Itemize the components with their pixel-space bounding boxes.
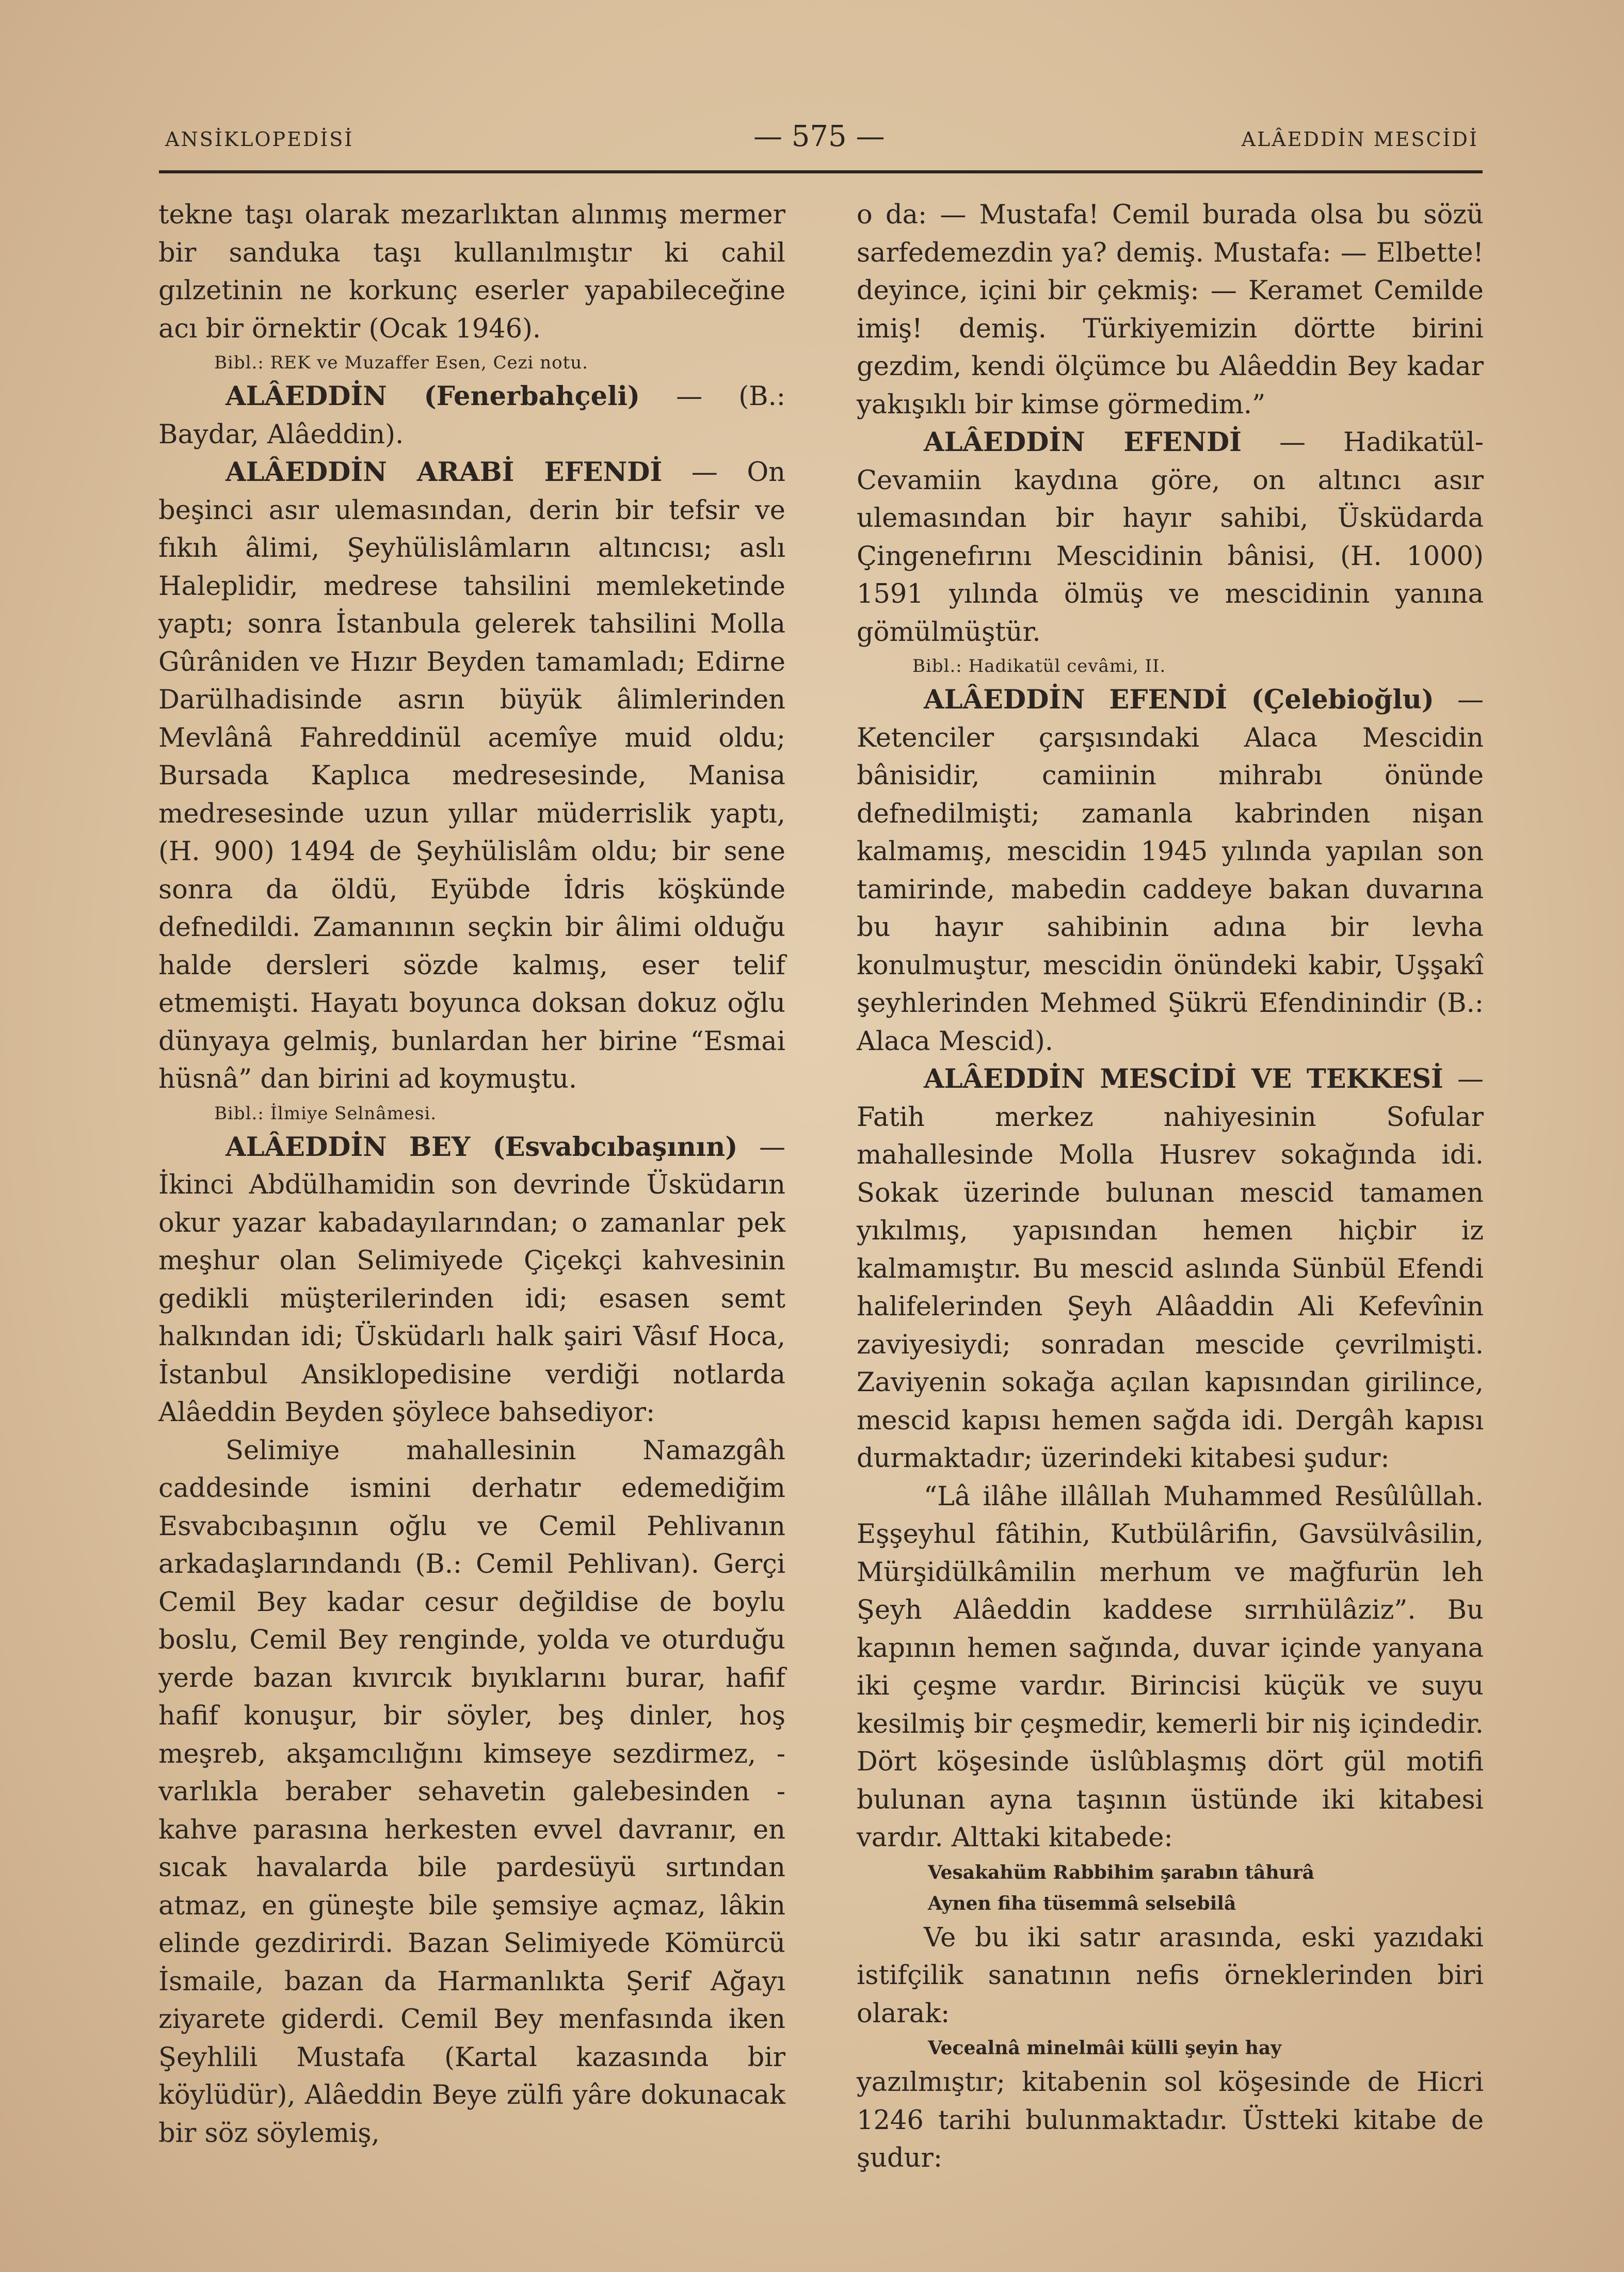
paragraph: Ve bu iki satır arasında, eski yazıdaki istifçilik sanatının nefis örneklerinden biri olarak:: [857, 1922, 1484, 2029]
entry-alaeddin-bey: [158, 1129, 785, 1432]
entry-body: — On beşinci asır ulemasından, derin bir tefsir ve fıkıh âlimi, Şeyhülislâmların altıncısı; aslı Haleplidir, medrese tahsilini memleketinde yaptı; sonra İstanbula gelerek tahsilini Molla Gûrâniden ve Hızır Beyden tamamladı; Edirne Darülhadisinde asrın büyük âlimlerinden Mevlânâ Fahreddinül acemîye muid oldu; Bursada Kaplıca medresesinde, Manisa medresesinde uzun yıllar müderrislik yaptı, (H. 900) 1494 de Şeyhülislâm oldu; bir sene sonra da öldü, Eyübde İdris köşkünde defnedildi. Zamanının seçkin bir âlimi olduğu halde dersleri sözde kalmış, eser telif etmemişti. Hayatı boyunca doksan dokuz oğlu dünyaya gelmiş, bunlardan her birine “Esmai hüsnâ” dan birini ad koymuştu.: [158, 457, 785, 1094]
inscription-verse: Vesakahüm Rabbihim şarabın tâhurâ: [928, 1861, 1314, 1883]
paragraph-continuation: o da: — Mustafa! Cemil burada olsa bu sözü sarfedemezdin ya? demiş. Mustafa: — Elbette! deyince, içini bir çekmiş: — Keramet Cemilde imiş! demiş. Türkiyemizin dörtte birini gezdim, kendi ölçümce bu Alâeddin Bey kadar yakışıklı bir kimse görmedim.”: [857, 200, 1484, 420]
entry-body: — (B.: Baydar, Alâeddin).: [158, 381, 785, 450]
entry-alaeddin-fenerbahceli: [158, 378, 785, 454]
entry-heading: ALÂEDDİN EFENDİ: [924, 427, 1242, 458]
entry-body: — Fatih merkez nahiyesinin Sofular mahallesinde Molla Husrev sokağında idi. Sokak üzerinde bulunan mescid tamamen yıkılmış, yapısından hemen hiçbir iz kalmamıştır. Bu mescid aslında Sünbül Efendi halifelerinden Şeyh Alâaddin Ali Kefevînin zaviyesiydi; sonradan mescide çevrilmişti. Zaviyenin sokağa açılan kapısından girilince, mescid kapısı hemen sağda idi. Dergâh kapısı durmaktadır; üzerindeki kitabesi şudur:: [857, 1064, 1484, 1474]
paragraph-final: yazılmıştır; kitabenin sol köşesinde de Hicri 1246 tarihi bulunmaktadır. Üstteki kitabe de şudur:: [857, 2067, 1484, 2173]
bibliography-note: Bibl.: İlmiye Selnâmesi.: [214, 1103, 437, 1124]
left-column: [158, 196, 785, 2152]
entry-heading: ALÂEDDİN EFENDİ (Çelebioğlu): [924, 684, 1434, 715]
header-right-title: ALÂEDDİN MESCİDİ: [1241, 128, 1478, 151]
page-number: — 575 —: [753, 120, 885, 153]
entry-heading: ALÂEDDİN BEY (Esvabcıbaşının): [226, 1131, 738, 1163]
entry-heading: ALÂEDDİN (Fenerbahçeli): [226, 381, 640, 412]
header-left-title: ANSİKLOPEDİSİ: [165, 128, 354, 151]
right-column: [857, 196, 1484, 2178]
entry-alaeddin-efendi: [857, 424, 1484, 651]
entry-alaeddin-arabi-efendi: [158, 454, 785, 1099]
inscription-verse: Aynen fiha tüsemmâ selsebilâ: [928, 1892, 1236, 1914]
bibliography-note: Bibl.: REK ve Muzaffer Esen, Cezi notu.: [214, 352, 588, 373]
running-header: [165, 120, 1478, 160]
entry-heading: ALÂEDDİN ARABİ EFENDİ: [226, 457, 663, 488]
inscription-verse: Vecealnâ minelmâi külli şeyin hay: [928, 2037, 1282, 2059]
entry-heading: ALÂEDDİN MESCİDİ VE TEKKESİ: [924, 1064, 1443, 1094]
paragraph-continuation: tekne taşı olarak mezarlıktan alınmış mermer bir sanduka taşı kullanılmıştır ki cahil gılzetinin ne korkunç eserler yapabileceğine acı bir örnektir (Ocak 1946).: [158, 200, 785, 344]
entry-body: — İkinci Abdülhamidin son devrinde Üsküdarın okur yazar kabadayılarından; o zamanlar pek meşhur olan Selimiyede Çiçekçi kahvesinin gedikli müşterilerinden idi; esasen semt halkından idi; Üsküdarlı halk şairi Vâsıf Hoca, İstanbul Ansiklopedisine verdiği notlarda Alâeddin Beyden şöylece bahsediyor:: [158, 1132, 785, 1428]
bibliography-note: Bibl.: Hadikatül cevâmi, II.: [912, 656, 1166, 676]
inscription-passage: “Lâ ilâhe illâllah Muhammed Resûlûllah. Eşşeyhul fâtihin, Kutbülârifin, Gavsülvâsilin, Mürşidülkâmilin merhum ve mağfurün leh Şeyh Alâeddin kaddese sırrıhülâziz”. Bu kapının hemen sağında, duvar içinde yanyana iki çeşme vardır. Birincisi küçük ve suyu kesilmiş bir çeşmedir, kemerli bir niş içindedir. Dört köşesinde üslûblaşmış dört gül motifi bulunan ayna taşının üstünde iki kitabesi vardır. Alttaki kitabede:: [857, 1481, 1484, 1853]
entry-body: — Ketenciler çarşısındaki Alaca Mescidin bânisidir, camiinin mihrabı önünde defnedilmişti; zamanla kabrinden nişan kalmamış, mescidin 1945 yılında yapılan son tamirinde, mabedin caddeye bakan duvarına bu hayır sahibinin adına bir levha konulmuştur, mescidin önündeki kabir, Uşşakî şeyhlerinden Mehmed Şükrü Efendinindir (B.: Alaca Mescid).: [857, 685, 1484, 1057]
entry-alaeddin-efendi-celebioglu: [857, 681, 1484, 1060]
header-rule: [159, 170, 1483, 173]
entry-alaeddin-mescidi-ve-tekkesi: [857, 1060, 1484, 1478]
entry-body: — Hadikatül-Cevamiin kaydına göre, on altıncı asır ulemasından bir hayır sahibi, Üsküdarda Çingenefırını Mescidinin bânisi, (H. 1000) 1591 yılında ölmüş ve mescidinin yanına gömülmüştür.: [857, 427, 1484, 648]
quoted-passage: Selimiye mahallesinin Namazgâh caddesinde ismini derhatır edemediğim Esvabcıbaşının oğlu ve Cemil Pehlivanın arkadaşlarındandı (B.: Cemil Pehlivan). Gerçi Cemil Bey kadar cesur değildise de boylu boslu, Cemil Bey renginde, yolda ve oturduğu yerde bazan kıvırcık bıyıklarını burar, hafif hafif konuşur, bir söyler, beş dinler, hoş meşreb, akşamcılığını kimseye sezdirmez, - varlıkla beraber sehavetin galebesinden - kahve parasına herkesten evvel davranır, en sıcak havalarda bile pardesüyü sırtından atmaz, en güneşte bile şemsiye açmaz, lâkin elinde gezdirirdi. Bazan Selimiyede Kömürcü İsmaile, bazan da Harmanlıkta Şerif Ağayı ziyarete giderdi. Cemil Bey menfasında iken Şeyhlili Mustafa (Kartal kazasında bir köylüdür), Alâeddin Beye zülfi yâre dokunacak bir söz söylemiş,: [158, 1435, 785, 2149]
